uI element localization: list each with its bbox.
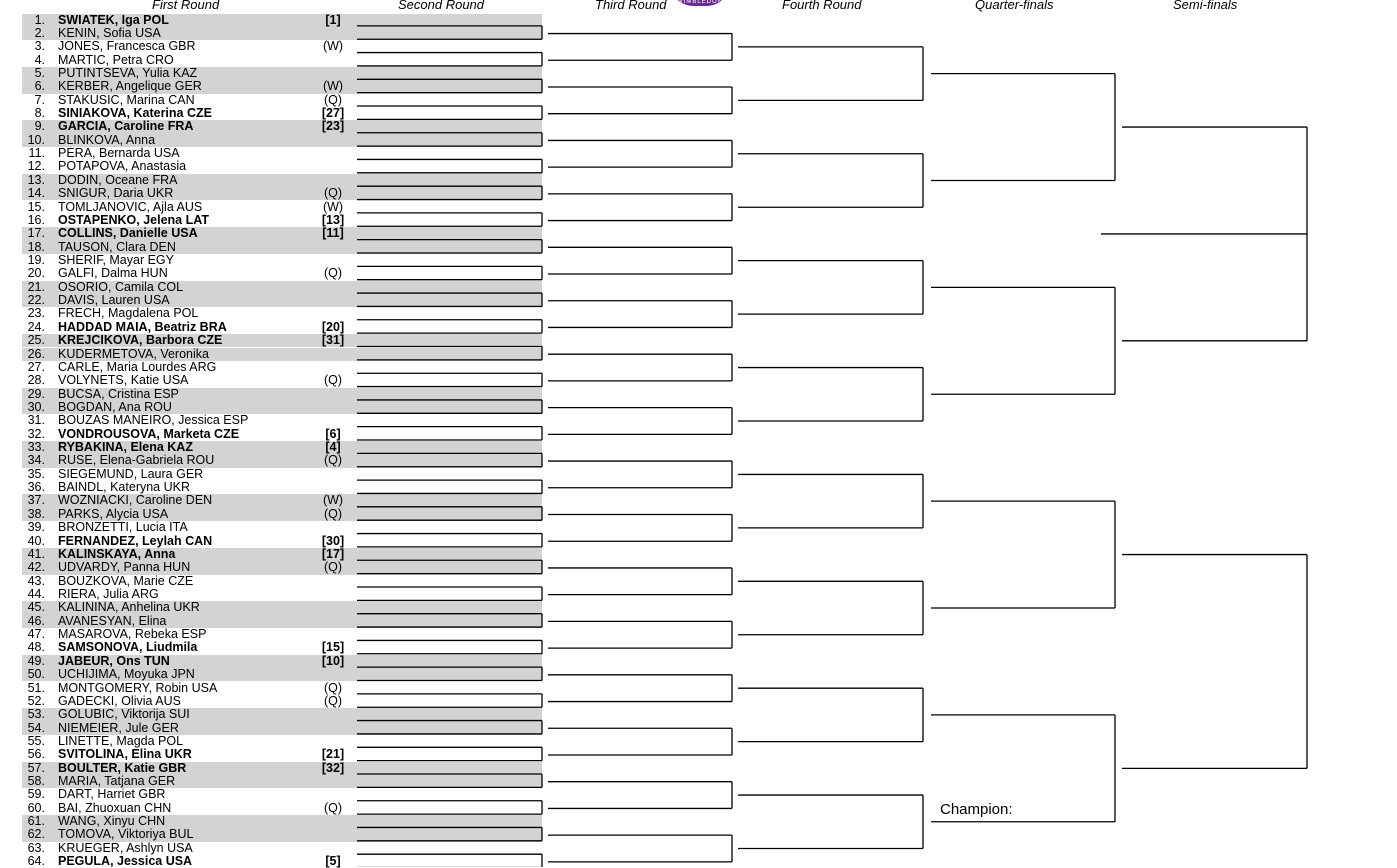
entry-num: 57. [27,760,45,775]
entry-num: 5. [34,65,45,80]
entry-name: SHERIF, Mayar EGY [58,252,174,267]
entry-num: 33. [27,440,45,455]
entry-num: 29. [27,386,45,401]
entry-name: KRUEGER, Ashlyn USA [58,840,193,855]
entry-num: 6. [34,79,45,94]
entry-name: FERNANDEZ, Leylah CAN [58,533,213,548]
entry-num: 14. [27,186,45,201]
entry-num: 41. [27,546,45,561]
entry-num: 20. [27,266,45,281]
entry-name: VONDROUSOVA, Marketa CZE [58,426,240,441]
entry-num: 45. [27,600,45,615]
entry-seed: (W) [322,79,344,94]
round-header-first: First Round [152,0,220,12]
entry-name: BOUZKOVA, Marie CZE [58,573,194,588]
logo-text: WIMBLEDON [676,0,723,5]
entry-seed: (Q) [323,560,343,575]
entry-seed: [30] [321,533,345,548]
entry-seed: [27] [321,106,345,121]
entry-num: 11. [28,146,45,161]
entry-seed: (Q) [323,266,343,281]
entry-name: SNIGUR, Daria UKR [58,186,174,201]
entry-seed: (W) [322,493,344,508]
entry-name: BOUZAS MANEIRO, Jessica ESP [58,413,249,428]
entry-num: 22. [27,293,45,308]
entry-name: BUCSA, Cristina ESP [58,386,179,401]
entry-name: TOMOVA, Viktoriya BUL [58,827,194,842]
entry-name: COLLINS, Danielle USA [58,226,198,241]
entry-name: JABEUR, Ons TUN [58,653,170,668]
entry-seed: [6] [325,426,341,441]
entry-num: 25. [27,333,45,348]
entry-name: SINIAKOVA, Katerina CZE [58,106,212,121]
entry-num: 4. [34,52,45,67]
entry-num: 28. [27,373,45,388]
entry-seed: (W) [322,199,344,214]
entry-num: 35. [27,466,45,481]
entry-seed: (Q) [323,506,343,521]
entry-name: KALININA, Anhelina UKR [58,600,200,615]
entry-name: GADECKI, Olivia AUS [58,693,181,708]
entry-seed: (Q) [323,186,343,201]
entry-num: 42. [27,560,45,575]
entry-name: KERBER, Angelique GER [58,79,202,94]
entry-name: UDVARDY, Panna HUN [58,560,191,575]
round-header-third: Third Round [595,0,667,12]
entry-seed: (Q) [323,453,343,468]
entry-name: BAI, Zhuoxuan CHN [58,800,172,815]
entry-name: BLINKOVA, Anna [58,132,156,147]
entry-name: JONES, Francesca GBR [58,39,196,54]
entry-num: 19. [27,252,45,267]
entry-seed: (Q) [323,680,343,695]
entry-name: FRECH, Magdalena POL [58,306,199,321]
entry-num: 64. [27,854,45,868]
entry-seed: [5] [325,854,341,868]
entry-name: OSORIO, Camila COL [58,279,184,294]
entry-name: MARTIC, Petra CRO [58,52,174,67]
entry-num: 38. [27,506,45,521]
entry-name: DAVIS, Lauren USA [58,293,170,308]
champion-label: Champion: [940,801,1013,818]
entry-num: 48. [27,640,45,655]
entry-num: 18. [27,239,45,254]
entry-seed: (Q) [323,373,343,388]
entry-num: 10. [27,132,45,147]
entry-name: KALINSKAYA, Anna [58,546,176,561]
entry-num: 55. [27,733,45,748]
entry-num: 21. [27,279,45,294]
entry-num: 26. [27,346,45,361]
round-header-second: Second Round [398,0,485,12]
entry-num: 58. [27,774,45,789]
entry-seed: [4] [325,440,341,455]
entry-num: 46. [27,613,45,628]
entry-name: UCHIJIMA, Moyuka JPN [58,667,195,682]
entry-name: BRONZETTI, Lucia ITA [58,520,188,535]
entry-num: 62. [27,827,45,842]
entry-name: NIEMEIER, Jule GER [58,720,179,735]
entry-num: 36. [27,480,45,495]
entry-num: 2. [34,25,45,40]
entry-num: 30. [27,399,45,414]
entry-name: KENIN, Sofia USA [58,25,161,40]
entry-name: WANG, Xinyu CHN [58,814,166,829]
entry-name: SVITOLINA, Elina UKR [58,747,192,762]
entry-num: 15. [27,199,45,214]
entry-seed: [20] [321,319,345,334]
entry-num: 9. [34,119,45,134]
entry-num: 49. [27,653,45,668]
entry-num: 23. [27,306,45,321]
entry-seed: [21] [321,747,345,762]
entry-num: 31. [27,413,45,428]
entry-name: BOULTER, Katie GBR [58,760,187,775]
entry-name: HADDAD MAIA, Beatriz BRA [58,319,227,334]
entry-num: 27. [27,359,45,374]
round-header-fourth: Fourth Round [782,0,862,12]
entry-seed: [10] [321,653,345,668]
entry-num: 1. [34,12,45,27]
entry-name: RUSE, Elena-Gabriela ROU [58,453,215,468]
entry-num: 44. [27,586,45,601]
entry-name: CARLE, Maria Lourdes ARG [58,359,217,374]
entry-seed: (Q) [323,800,343,815]
entry-name: VOLYNETS, Katie USA [58,373,189,388]
entry-num: 17. [27,226,45,241]
entry-seed: [15] [321,640,345,655]
entry-num: 39. [27,520,45,535]
entry-seed: (W) [322,39,344,54]
entry-name: AVANESYAN, Elina [58,613,167,628]
entry-name: BAINDL, Kateryna UKR [58,480,190,495]
entry-num: 32. [27,426,45,441]
entry-num: 7. [34,92,45,107]
entry-name: SIEGEMUND, Laura GER [58,466,204,481]
entry-name: TAUSON, Clara DEN [58,239,176,254]
round-header-quarterfinals: Quarter-finals [975,0,1054,12]
entry-name: STAKUSIC, Marina CAN [58,92,195,107]
entry-name: GALFI, Dalma HUN [58,266,168,281]
entry-name: PERA, Bernarda USA [58,146,180,161]
entry-name: GARCIA, Caroline FRA [58,119,194,134]
entry-name: OSTAPENKO, Jelena LAT [58,212,209,227]
entry-num: 37. [27,493,45,508]
entry-name: RIERA, Julia ARG [58,586,159,601]
entry-num: 12. [27,159,45,174]
entry-name: RYBAKINA, Elena KAZ [58,440,193,455]
entry-seed: [31] [321,333,345,348]
entry-name: WOZNIACKI, Caroline DEN [58,493,213,508]
entry-name: PARKS, Alycia USA [58,506,169,521]
entry-name: POTAPOVA, Anastasia [58,159,187,174]
entry-num: 8. [34,106,45,121]
entry-num: 34. [27,453,45,468]
entry-name: SWIATEK, Iga POL [58,12,169,27]
entry-num: 24. [27,319,45,334]
entry-name: KUDERMETOVA, Veronika [58,346,209,361]
entry-num: 60. [27,800,45,815]
entry-num: 63. [27,840,45,855]
entry-seed: [32] [321,760,345,775]
entry-seed: (Q) [323,92,343,107]
entry-seed: [17] [321,546,345,561]
entry-name: MASAROVA, Rebeka ESP [58,627,207,642]
entry-seed: [1] [325,12,341,27]
entry-name: DODIN, Oceane FRA [58,172,178,187]
entry-num: 59. [27,787,45,802]
entry-name: PUTINTSEVA, Yulia KAZ [58,65,198,80]
entry-seed: [11] [322,226,344,241]
entry-seed: [23] [321,119,345,134]
entry-num: 56. [27,747,45,762]
entry-seed: (Q) [323,693,343,708]
entry-name: MONTGOMERY, Robin USA [58,680,218,695]
entry-num: 54. [27,720,45,735]
entry-name: GOLUBIC, Viktorija SUI [58,707,190,722]
entry-num: 50. [27,667,45,682]
entry-name: SAMSONOVA, Liudmila [58,640,198,655]
entry-num: 3. [34,39,45,54]
entry-num: 47. [27,627,45,642]
round-header-semifinals: Semi-finals [1173,0,1238,12]
entry-name: TOMLJANOVIC, Ajla AUS [58,199,203,214]
entry-name: MARIA, Tatjana GER [58,774,176,789]
entry-num: 61. [27,814,45,829]
entry-num: 52. [27,693,45,708]
entry-num: 16. [27,212,45,227]
entry-num: 43. [27,573,45,588]
entry-name: BOGDAN, Ana ROU [58,399,172,414]
entry-name: DART, Harriet GBR [58,787,166,802]
entry-num: 51. [27,680,45,695]
entry-name: LINETTE, Magda POL [58,733,184,748]
entry-seed: [13] [321,212,345,227]
entry-num: 40. [27,533,45,548]
entry-name: PEGULA, Jessica USA [58,854,193,868]
entry-num: 53. [27,707,45,722]
entry-num: 13. [27,172,45,187]
entry-name: KREJCIKOVA, Barbora CZE [58,333,223,348]
